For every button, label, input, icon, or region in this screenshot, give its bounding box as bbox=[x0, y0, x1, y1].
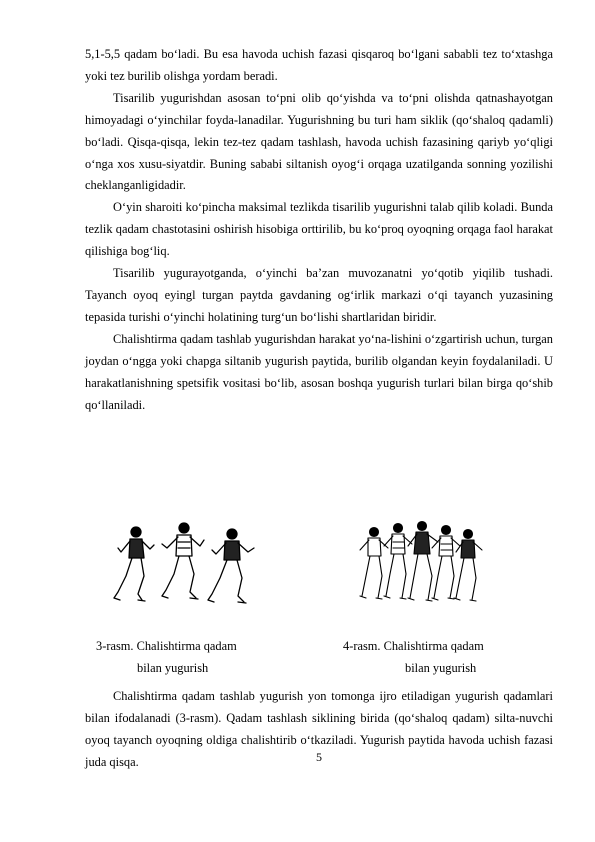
text-block-top bbox=[85, 44, 553, 416]
figure-4-caption-line2: bilan yugurish bbox=[405, 661, 477, 675]
figure-3-caption-line1: 3-rasm. Chalishtirma qadam bbox=[96, 639, 237, 653]
paragraph-1: 5,1-5,5 qadam bo‘ladi. Bu esa havoda uchish fazasi qisqaroq bo‘lgani sababli tez to‘xtashga yoki tez burilib olishga yordam beradi. bbox=[85, 47, 553, 83]
paragraph-5: Chalishtirma qadam tashlab yugurishdan harakat yo‘na-lishini o‘zgartirish uchun, turgan joydan o‘ngga yoki chapga siltanib yugurish paytida, burilib olgandan keyin foydalaniladi. U harakatlanishning spetsifik vositasi bo‘lib, asosan boshqa yugurish turlari bilan birga qo‘shib qo‘llaniladi. bbox=[85, 331, 553, 412]
figure-3-runners-illustration bbox=[112, 518, 260, 608]
figure-3-caption-line2: bilan yugurish bbox=[137, 661, 209, 675]
page-number: 5 bbox=[316, 750, 322, 764]
figure-4-caption-line1: 4-rasm. Chalishtirma qadam bbox=[343, 639, 484, 653]
paragraph-3: O‘yin sharoiti ko‘pincha maksimal tezlikda tisarilib yugurishni talab qilib koladi. Bunda tezlik qadam chastotasini oshirish hisobiga orttirilib, bu ko‘proq oyoqning orqaga faol harakat qilishiga bog‘liq. bbox=[85, 200, 553, 259]
figure-4-runners-illustration bbox=[356, 518, 484, 608]
paragraph-6: Chalishtirma qadam tashlab yugurish yon tomonga ijro etiladigan yugurish qadamlari bilan ifodalanadi (3-rasm). Qadam tashlash siklining birida (qo‘shaloq qadam) silta-nuvchi oyoq tayanch oyoqning oldiga chalishtirib o‘tkaziladi. Yugurish paytida havoda uchish fazasi juda qisqa. bbox=[85, 689, 553, 769]
paragraph-2: Tisarilib yugurishdan asosan to‘pni olib qo‘yishda va to‘pni olishda qatnashayotgan himoyadagi o‘yinchilar foyda-lanadilar. Yugurishning bu turi ham siklik (qo‘shaloq qadamli) bo‘ladi. Qisqa-qisqa, lekin tez-tez qadam tashlash, havoda uchish fazasining qariyb yo‘qligi o‘nga xos xusu-siyatdir. Buning sababi siltanish oyog‘i orqaga uzatilganda sonning yozilishi cheklanganligidadir. bbox=[85, 90, 553, 193]
paragraph-4: Tisarilib yugurayotganda, o‘yinchi ba’zan muvozanatni yo‘qotib yiqilib tushadi. Tayanch oyoq eyingl turgan paytda gavdaning og‘irlik markazi o‘qi tayanch yuzasining tepasida turishi o‘yinchi holatining turg‘un bo‘lishi shartlaridan biridir. bbox=[85, 266, 553, 324]
